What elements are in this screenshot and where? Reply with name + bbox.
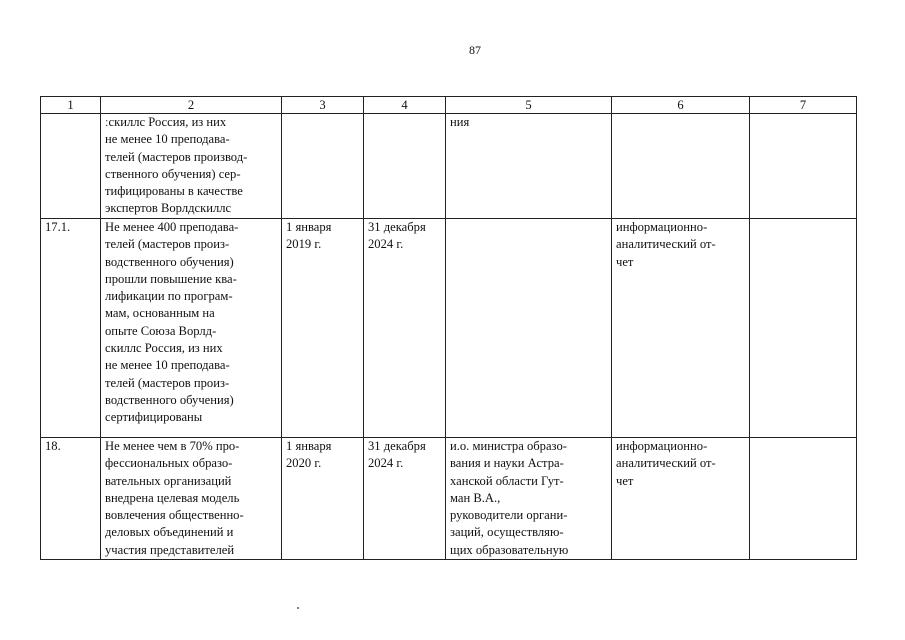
description-line: не менее 10 преподава- <box>105 358 230 373</box>
responsible-line: ханской области Гут- <box>450 473 564 488</box>
scan-speck <box>297 607 299 609</box>
responsible-line: вания и науки Астра- <box>450 456 564 471</box>
description-line: прошли повышение ква- <box>105 271 237 286</box>
description-line: ːскиллс Россия, из них <box>105 115 227 129</box>
description-cell <box>101 114 282 219</box>
start-date-line: 1 января <box>286 439 332 453</box>
result-line: аналитический от- <box>616 456 716 471</box>
responsible-line: щих образовательную <box>450 542 569 557</box>
description-line: экспертов Ворлдскиллс <box>105 201 232 216</box>
end-date-line: 2024 г. <box>368 237 404 252</box>
result-line: аналитический от- <box>616 237 716 252</box>
extra-cell <box>750 114 857 219</box>
description-line: телей (мастеров произ- <box>105 237 230 252</box>
column-header: 3 <box>282 97 364 114</box>
result-cell <box>612 219 750 438</box>
column-header: 6 <box>612 97 750 114</box>
description-cell <box>101 438 282 560</box>
extra-cell <box>750 438 857 560</box>
description-line: скиллс Россия, из них <box>105 341 223 356</box>
page-number: 87 <box>469 43 481 57</box>
result-line: информационно- <box>616 439 708 453</box>
table-header-row <box>41 97 857 114</box>
row-number-cell <box>41 114 101 219</box>
end-date-line: 31 декабря <box>368 439 426 453</box>
result-cell <box>612 114 750 219</box>
start-date-line: 2020 г. <box>286 456 322 471</box>
column-header: 2 <box>101 97 282 114</box>
description-line: не менее 10 преподава- <box>105 132 230 147</box>
description-line: сертифицированы <box>105 410 203 425</box>
description-line: фессиональных образо- <box>105 456 233 471</box>
description-line: Не менее чем в 70% про- <box>105 439 240 453</box>
description-line: опыте Союза Ворлд- <box>105 323 217 338</box>
description-line: участия представителей <box>105 542 235 557</box>
row-number-cell: 18. <box>41 438 101 560</box>
extra-cell <box>750 219 857 438</box>
description-line: вовлечения общественно- <box>105 508 244 523</box>
start-date-cell <box>282 219 364 438</box>
description-line: телей (мастеров произ- <box>105 375 230 390</box>
end-date-cell <box>364 438 446 560</box>
responsible-line: руководители органи- <box>450 508 568 523</box>
description-line: мам, основанным на <box>105 306 215 321</box>
responsible-cell <box>446 219 612 438</box>
result-line: информационно- <box>616 220 708 234</box>
table-row <box>41 219 857 438</box>
table-row <box>41 438 857 560</box>
description-line: тифицированы в качестве <box>105 184 243 199</box>
end-date-cell <box>364 219 446 438</box>
description-cell <box>101 219 282 438</box>
description-line: вательных организаций <box>105 473 232 488</box>
description-line: телей (мастеров производ- <box>105 149 248 164</box>
description-line: Не менее 400 преподава- <box>105 220 239 234</box>
description-line: водственного обучения) <box>105 392 234 407</box>
responsible-cell <box>446 438 612 560</box>
description-line: ственного обучения) сер- <box>105 166 241 181</box>
end-date-cell <box>364 114 446 219</box>
end-date-line: 31 декабря <box>368 220 426 234</box>
column-header: 7 <box>750 97 857 114</box>
responsible-line: ман В.А., <box>450 490 501 505</box>
description-line: деловых объединений и <box>105 525 234 540</box>
column-header: 4 <box>364 97 446 114</box>
description-line: лификации по програм- <box>105 289 233 304</box>
result-cell <box>612 438 750 560</box>
table-row <box>41 114 857 219</box>
result-line: чет <box>616 254 634 269</box>
description-line: водственного обучения) <box>105 254 234 269</box>
plan-table <box>40 96 857 560</box>
start-date-cell <box>282 114 364 219</box>
responsible-line: и.о. министра образо- <box>450 439 567 453</box>
start-date-line: 1 января <box>286 220 332 234</box>
start-date-cell <box>282 438 364 560</box>
responsible-line: заций, осуществляю- <box>450 525 564 540</box>
responsible-cell <box>446 114 612 219</box>
end-date-line: 2024 г. <box>368 456 404 471</box>
column-header: 1 <box>41 97 101 114</box>
description-line: внедрена целевая модель <box>105 490 240 505</box>
responsible-line: ния <box>450 115 470 129</box>
column-header: 5 <box>446 97 612 114</box>
start-date-line: 2019 г. <box>286 237 322 252</box>
result-line: чет <box>616 473 634 488</box>
row-number-cell: 17.1. <box>41 219 101 438</box>
